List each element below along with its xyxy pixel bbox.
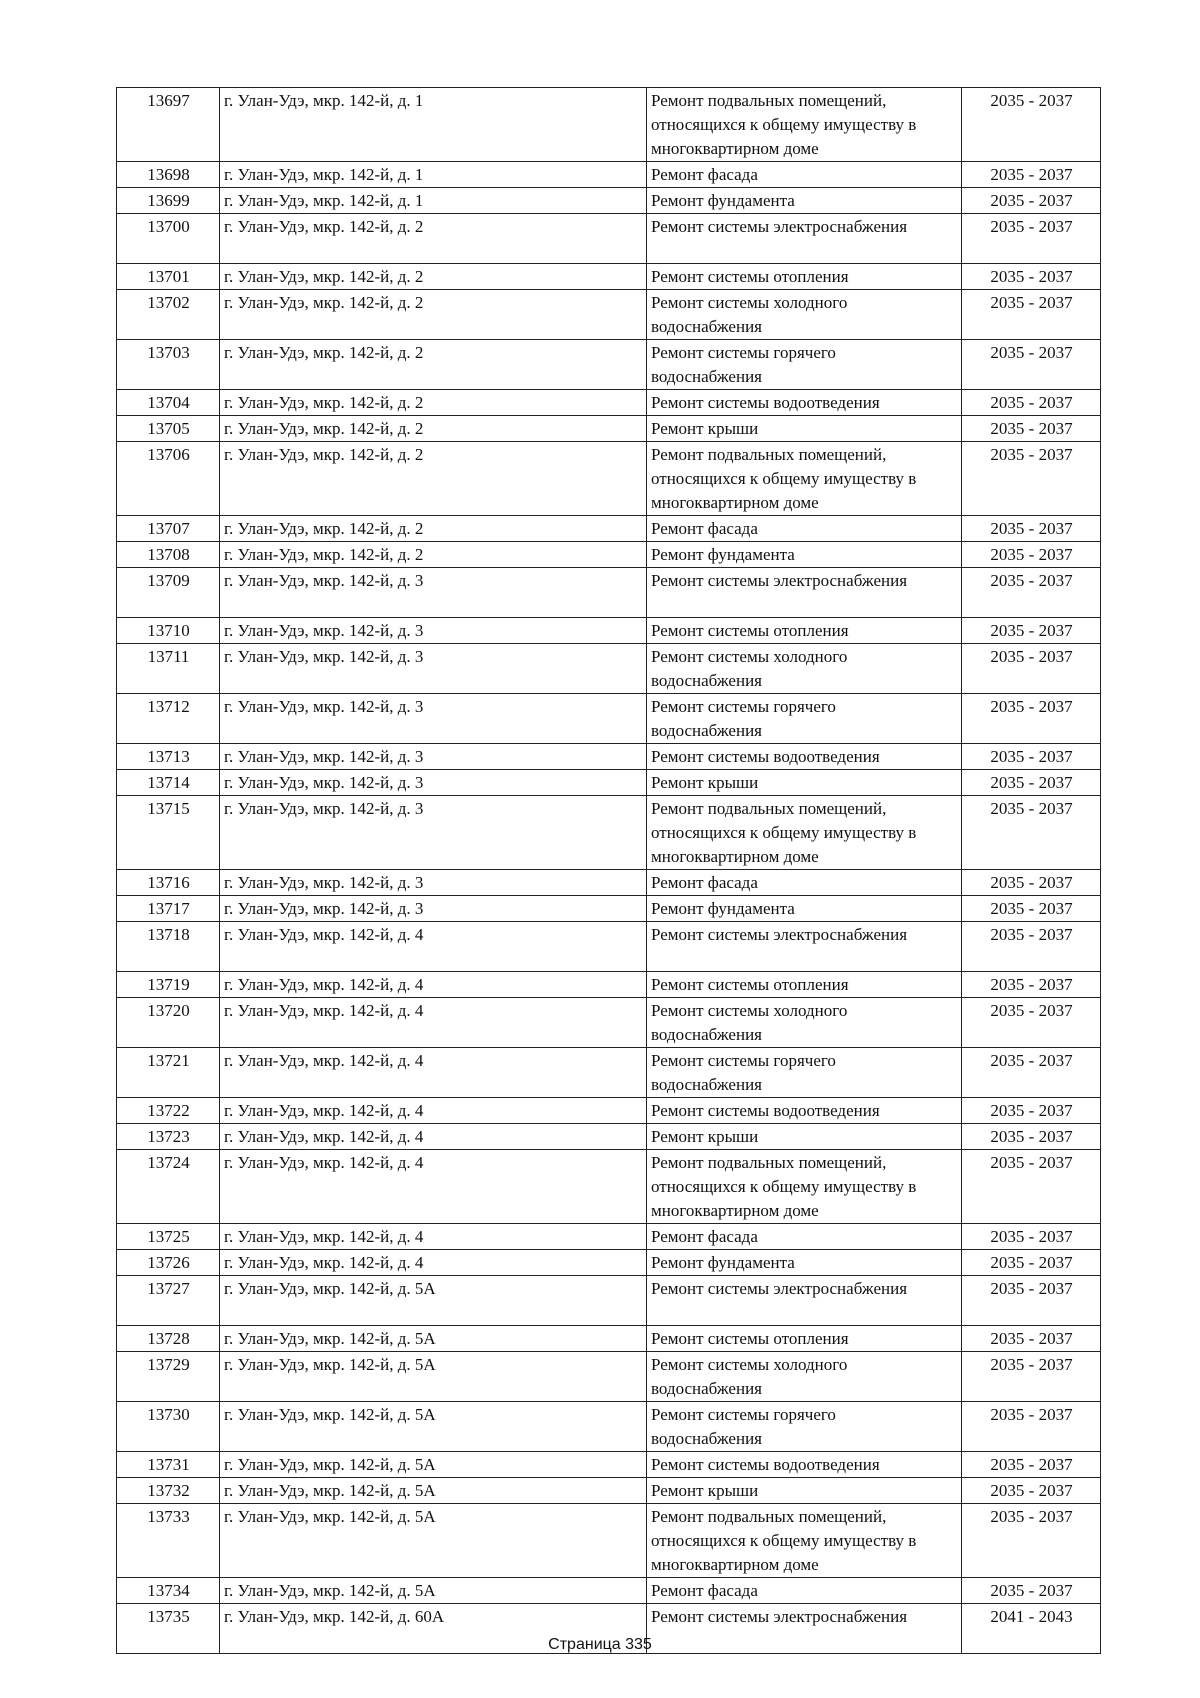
work-type-cell: Ремонт системы электроснабжения (647, 214, 962, 264)
row-number-cell: 13718 (117, 922, 220, 972)
address-cell: г. Улан-Удэ, мкр. 142-й, д. 1 (220, 162, 647, 188)
work-type-cell: Ремонт подвальных помещений, относящихся к общему имуществу в многоквартирном доме (647, 88, 962, 162)
address-cell: г. Улан-Удэ, мкр. 142-й, д. 3 (220, 568, 647, 618)
row-number-cell: 13716 (117, 870, 220, 896)
period-cell: 2035 - 2037 (962, 1150, 1101, 1224)
table-row (117, 1352, 1101, 1402)
address-cell: г. Улан-Удэ, мкр. 142-й, д. 4 (220, 1048, 647, 1098)
row-number-cell: 13723 (117, 1124, 220, 1150)
period-cell: 2035 - 2037 (962, 214, 1101, 264)
work-type-cell: Ремонт фасада (647, 162, 962, 188)
row-number-cell: 13725 (117, 1224, 220, 1250)
table-row (117, 1224, 1101, 1250)
row-number-cell: 13701 (117, 264, 220, 290)
address-cell: г. Улан-Удэ, мкр. 142-й, д. 4 (220, 1098, 647, 1124)
period-cell: 2035 - 2037 (962, 618, 1101, 644)
period-cell: 2035 - 2037 (962, 1098, 1101, 1124)
row-number-cell: 13703 (117, 340, 220, 390)
period-cell: 2035 - 2037 (962, 1402, 1101, 1452)
address-cell: г. Улан-Удэ, мкр. 142-й, д. 3 (220, 770, 647, 796)
period-cell: 2035 - 2037 (962, 972, 1101, 998)
work-type-cell: Ремонт фасада (647, 1224, 962, 1250)
row-number-cell: 13728 (117, 1326, 220, 1352)
table-row (117, 972, 1101, 998)
work-type-cell: Ремонт фундамента (647, 542, 962, 568)
address-cell: г. Улан-Удэ, мкр. 142-й, д. 3 (220, 870, 647, 896)
table-row (117, 644, 1101, 694)
table-row (117, 1402, 1101, 1452)
table-row (117, 1124, 1101, 1150)
table-row (117, 88, 1101, 162)
address-cell: г. Улан-Удэ, мкр. 142-й, д. 5А (220, 1402, 647, 1452)
row-number-cell: 13720 (117, 998, 220, 1048)
table-row (117, 694, 1101, 744)
work-type-cell: Ремонт системы холодного водоснабжения (647, 644, 962, 694)
address-cell: г. Улан-Удэ, мкр. 142-й, д. 4 (220, 972, 647, 998)
work-type-cell: Ремонт фасада (647, 1578, 962, 1604)
period-cell: 2035 - 2037 (962, 694, 1101, 744)
period-cell: 2035 - 2037 (962, 998, 1101, 1048)
period-cell: 2035 - 2037 (962, 188, 1101, 214)
row-number-cell: 13717 (117, 896, 220, 922)
address-cell: г. Улан-Удэ, мкр. 142-й, д. 2 (220, 214, 647, 264)
table-row (117, 1276, 1101, 1326)
address-cell: г. Улан-Удэ, мкр. 142-й, д. 2 (220, 516, 647, 542)
row-number-cell: 13729 (117, 1352, 220, 1402)
work-type-cell: Ремонт крыши (647, 1124, 962, 1150)
row-number-cell: 13734 (117, 1578, 220, 1604)
row-number-cell: 13710 (117, 618, 220, 644)
row-number-cell: 13722 (117, 1098, 220, 1124)
row-number-cell: 13713 (117, 744, 220, 770)
period-cell: 2035 - 2037 (962, 1250, 1101, 1276)
address-cell: г. Улан-Удэ, мкр. 142-й, д. 3 (220, 796, 647, 870)
work-type-cell: Ремонт системы холодного водоснабжения (647, 1352, 962, 1402)
period-cell: 2035 - 2037 (962, 88, 1101, 162)
row-number-cell: 13724 (117, 1150, 220, 1224)
period-cell: 2035 - 2037 (962, 744, 1101, 770)
period-cell: 2035 - 2037 (962, 516, 1101, 542)
table-row (117, 340, 1101, 390)
row-number-cell: 13721 (117, 1048, 220, 1098)
work-type-cell: Ремонт системы электроснабжения (647, 1276, 962, 1326)
row-number-cell: 13727 (117, 1276, 220, 1326)
table-row (117, 1478, 1101, 1504)
address-cell: г. Улан-Удэ, мкр. 142-й, д. 1 (220, 88, 647, 162)
table-row (117, 542, 1101, 568)
table-row (117, 390, 1101, 416)
table-row (117, 416, 1101, 442)
work-type-cell: Ремонт системы холодного водоснабжения (647, 290, 962, 340)
row-number-cell: 13730 (117, 1402, 220, 1452)
address-cell: г. Улан-Удэ, мкр. 142-й, д. 3 (220, 744, 647, 770)
address-cell: г. Улан-Удэ, мкр. 142-й, д. 2 (220, 390, 647, 416)
table-row (117, 1250, 1101, 1276)
period-cell: 2035 - 2037 (962, 1276, 1101, 1326)
address-cell: г. Улан-Удэ, мкр. 142-й, д. 4 (220, 1150, 647, 1224)
work-type-cell: Ремонт системы отопления (647, 972, 962, 998)
work-type-cell: Ремонт крыши (647, 770, 962, 796)
table-row (117, 214, 1101, 264)
address-cell: г. Улан-Удэ, мкр. 142-й, д. 2 (220, 442, 647, 516)
period-cell: 2035 - 2037 (962, 796, 1101, 870)
work-type-cell: Ремонт подвальных помещений, относящихся к общему имуществу в многоквартирном доме (647, 1504, 962, 1578)
address-cell: г. Улан-Удэ, мкр. 142-й, д. 3 (220, 618, 647, 644)
row-number-cell: 13733 (117, 1504, 220, 1578)
work-type-cell: Ремонт системы горячего водоснабжения (647, 694, 962, 744)
period-cell: 2035 - 2037 (962, 644, 1101, 694)
table-row (117, 516, 1101, 542)
address-cell: г. Улан-Удэ, мкр. 142-й, д. 2 (220, 542, 647, 568)
address-cell: г. Улан-Удэ, мкр. 142-й, д. 3 (220, 694, 647, 744)
address-cell: г. Улан-Удэ, мкр. 142-й, д. 5А (220, 1504, 647, 1578)
address-cell: г. Улан-Удэ, мкр. 142-й, д. 1 (220, 188, 647, 214)
work-type-cell: Ремонт подвальных помещений, относящихся к общему имуществу в многоквартирном доме (647, 796, 962, 870)
row-number-cell: 13709 (117, 568, 220, 618)
period-cell: 2035 - 2037 (962, 442, 1101, 516)
address-cell: г. Улан-Удэ, мкр. 142-й, д. 5А (220, 1326, 647, 1352)
address-cell: г. Улан-Удэ, мкр. 142-й, д. 4 (220, 998, 647, 1048)
work-type-cell: Ремонт системы отопления (647, 1326, 962, 1352)
period-cell: 2035 - 2037 (962, 1326, 1101, 1352)
row-number-cell: 13699 (117, 188, 220, 214)
row-number-cell: 13712 (117, 694, 220, 744)
address-cell: г. Улан-Удэ, мкр. 142-й, д. 3 (220, 896, 647, 922)
table-row (117, 896, 1101, 922)
work-type-cell: Ремонт системы водоотведения (647, 1098, 962, 1124)
work-type-cell: Ремонт системы водоотведения (647, 390, 962, 416)
period-cell: 2041 - 2043 (962, 1604, 1101, 1654)
work-type-cell: Ремонт подвальных помещений, относящихся к общему имуществу в многоквартирном доме (647, 1150, 962, 1224)
period-cell: 2035 - 2037 (962, 1452, 1101, 1478)
work-type-cell: Ремонт системы водоотведения (647, 1452, 962, 1478)
row-number-cell: 13702 (117, 290, 220, 340)
row-number-cell: 13707 (117, 516, 220, 542)
period-cell: 2035 - 2037 (962, 770, 1101, 796)
work-type-cell: Ремонт системы холодного водоснабжения (647, 998, 962, 1048)
row-number-cell: 13731 (117, 1452, 220, 1478)
work-type-cell: Ремонт фундамента (647, 896, 962, 922)
address-cell: г. Улан-Удэ, мкр. 142-й, д. 3 (220, 644, 647, 694)
row-number-cell: 13700 (117, 214, 220, 264)
work-type-cell: Ремонт системы водоотведения (647, 744, 962, 770)
row-number-cell: 13714 (117, 770, 220, 796)
address-cell: г. Улан-Удэ, мкр. 142-й, д. 4 (220, 1224, 647, 1250)
row-number-cell: 13711 (117, 644, 220, 694)
work-type-cell: Ремонт системы горячего водоснабжения (647, 340, 962, 390)
row-number-cell: 13719 (117, 972, 220, 998)
period-cell: 2035 - 2037 (962, 922, 1101, 972)
address-cell: г. Улан-Удэ, мкр. 142-й, д. 2 (220, 340, 647, 390)
row-number-cell: 13697 (117, 88, 220, 162)
row-number-cell: 13735 (117, 1604, 220, 1654)
address-cell: г. Улан-Удэ, мкр. 142-й, д. 5А (220, 1452, 647, 1478)
table-row (117, 162, 1101, 188)
table-row (117, 1504, 1101, 1578)
address-cell: г. Улан-Удэ, мкр. 142-й, д. 5А (220, 1578, 647, 1604)
row-number-cell: 13726 (117, 1250, 220, 1276)
work-type-cell: Ремонт системы электроснабжения (647, 1604, 962, 1654)
row-number-cell: 13698 (117, 162, 220, 188)
address-cell: г. Улан-Удэ, мкр. 142-й, д. 4 (220, 922, 647, 972)
table-row (117, 1150, 1101, 1224)
address-cell: г. Улан-Удэ, мкр. 142-й, д. 5А (220, 1478, 647, 1504)
row-number-cell: 13732 (117, 1478, 220, 1504)
row-number-cell: 13708 (117, 542, 220, 568)
work-type-cell: Ремонт фасада (647, 516, 962, 542)
repair-schedule-table (116, 87, 1101, 1654)
address-cell: г. Улан-Удэ, мкр. 142-й, д. 4 (220, 1124, 647, 1150)
work-type-cell: Ремонт системы электроснабжения (647, 568, 962, 618)
table-row (117, 744, 1101, 770)
period-cell: 2035 - 2037 (962, 1578, 1101, 1604)
period-cell: 2035 - 2037 (962, 870, 1101, 896)
period-cell: 2035 - 2037 (962, 290, 1101, 340)
address-cell: г. Улан-Удэ, мкр. 142-й, д. 5А (220, 1352, 647, 1402)
period-cell: 2035 - 2037 (962, 1478, 1101, 1504)
work-type-cell: Ремонт крыши (647, 1478, 962, 1504)
table-row (117, 442, 1101, 516)
row-number-cell: 13704 (117, 390, 220, 416)
table-row (117, 1452, 1101, 1478)
period-cell: 2035 - 2037 (962, 1124, 1101, 1150)
period-cell: 2035 - 2037 (962, 1048, 1101, 1098)
address-cell: г. Улан-Удэ, мкр. 142-й, д. 2 (220, 264, 647, 290)
work-type-cell: Ремонт крыши (647, 416, 962, 442)
period-cell: 2035 - 2037 (962, 1352, 1101, 1402)
work-type-cell: Ремонт системы горячего водоснабжения (647, 1048, 962, 1098)
table-row (117, 770, 1101, 796)
table-row (117, 1578, 1101, 1604)
table-row (117, 870, 1101, 896)
work-type-cell: Ремонт фундамента (647, 1250, 962, 1276)
work-type-cell: Ремонт подвальных помещений, относящихся к общему имуществу в многоквартирном доме (647, 442, 962, 516)
work-type-cell: Ремонт системы электроснабжения (647, 922, 962, 972)
address-cell: г. Улан-Удэ, мкр. 142-й, д. 4 (220, 1250, 647, 1276)
table-row (117, 264, 1101, 290)
period-cell: 2035 - 2037 (962, 1224, 1101, 1250)
period-cell: 2035 - 2037 (962, 162, 1101, 188)
table-row (117, 1326, 1101, 1352)
table-row (117, 796, 1101, 870)
table-body (117, 88, 1101, 1654)
period-cell: 2035 - 2037 (962, 340, 1101, 390)
address-cell: г. Улан-Удэ, мкр. 142-й, д. 2 (220, 416, 647, 442)
period-cell: 2035 - 2037 (962, 416, 1101, 442)
work-type-cell: Ремонт фундамента (647, 188, 962, 214)
page-number: Страница 335 (548, 1636, 652, 1653)
row-number-cell: 13706 (117, 442, 220, 516)
period-cell: 2035 - 2037 (962, 896, 1101, 922)
work-type-cell: Ремонт системы отопления (647, 618, 962, 644)
address-cell: г. Улан-Удэ, мкр. 142-й, д. 5А (220, 1276, 647, 1326)
table-row (117, 1048, 1101, 1098)
table-row (117, 922, 1101, 972)
row-number-cell: 13705 (117, 416, 220, 442)
work-type-cell: Ремонт фасада (647, 870, 962, 896)
address-cell: г. Улан-Удэ, мкр. 142-й, д. 2 (220, 290, 647, 340)
period-cell: 2035 - 2037 (962, 542, 1101, 568)
row-number-cell: 13715 (117, 796, 220, 870)
period-cell: 2035 - 2037 (962, 264, 1101, 290)
address-cell: г. Улан-Удэ, мкр. 142-й, д. 60А (220, 1604, 647, 1654)
table-row (117, 1098, 1101, 1124)
table-row (117, 998, 1101, 1048)
table-row (117, 568, 1101, 618)
work-type-cell: Ремонт системы отопления (647, 264, 962, 290)
table-row (117, 618, 1101, 644)
period-cell: 2035 - 2037 (962, 1504, 1101, 1578)
period-cell: 2035 - 2037 (962, 568, 1101, 618)
table-row (117, 290, 1101, 340)
work-type-cell: Ремонт системы горячего водоснабжения (647, 1402, 962, 1452)
table-row (117, 188, 1101, 214)
period-cell: 2035 - 2037 (962, 390, 1101, 416)
